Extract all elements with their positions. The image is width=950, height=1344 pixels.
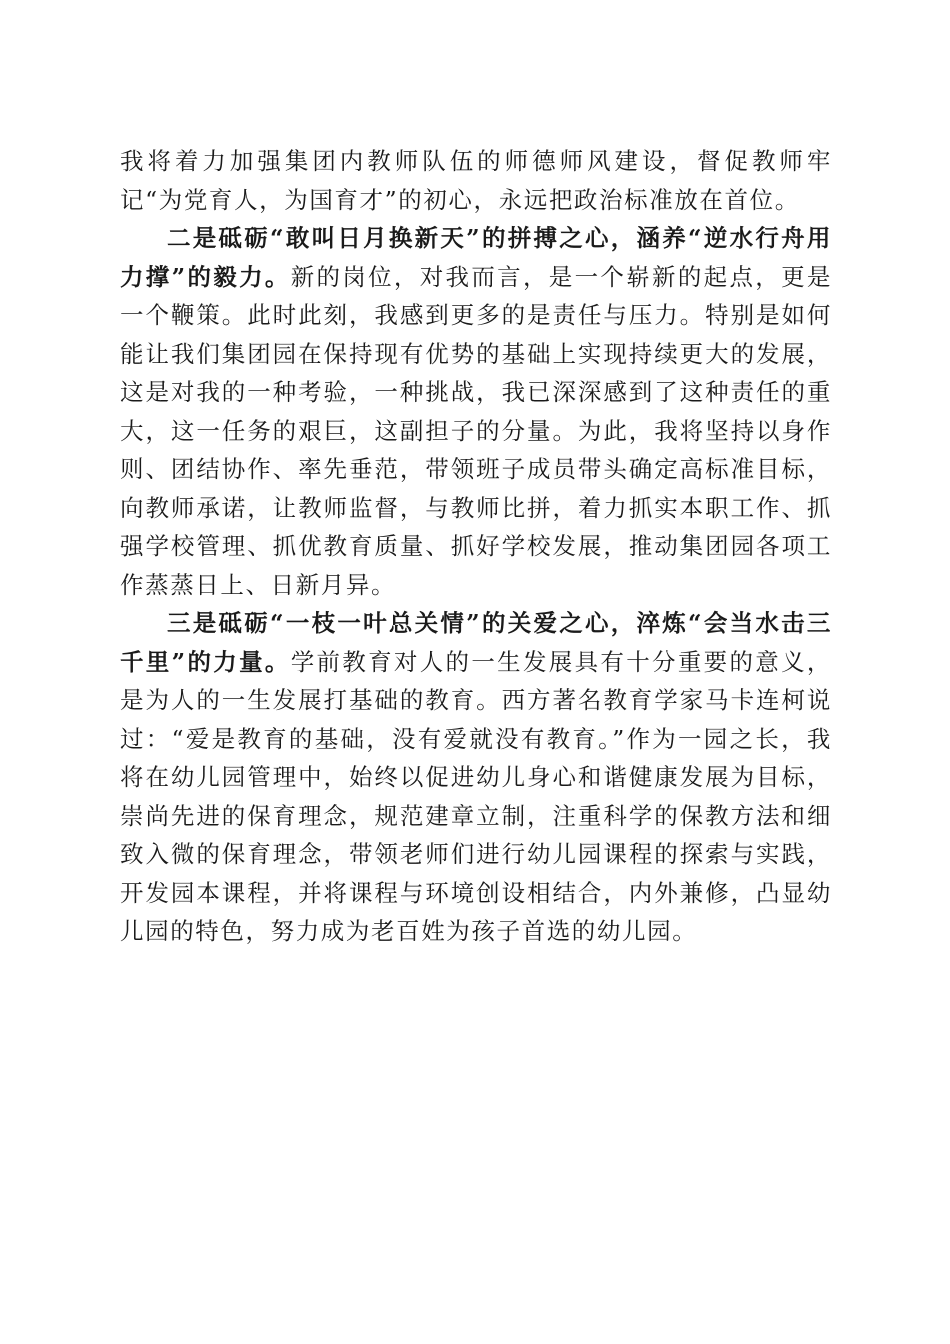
paragraph-lead-heading: 二是砥砺“敢叫日月换新天”的拼搏之心，涵养“逆水行舟用力撑”的毅力。 <box>120 224 832 291</box>
paragraph-second-point <box>120 219 832 604</box>
paragraph-text: 我将着力加强集团内教师队伍的师德师风建设，督促教师牢记“为党育人，为国育才”的初心，永远把政治标准放在首位。 <box>120 147 832 214</box>
paragraph-continuation <box>120 142 832 219</box>
paragraph-third-point <box>120 604 832 951</box>
paragraph-lead-heading: 三是砥砺“一枝一叶总关情”的关爱之心，淬炼“会当水击三千里”的力量。 <box>120 609 832 676</box>
document-body <box>120 142 832 951</box>
paragraph-text: 学前教育对人的一生发展具有十分重要的意义，是为人的一生发展打基础的教育。西方著名教育学家马卡连柯说过：“爱是教育的基础，没有爱就没有教育。”作为一园之长，我将在幼儿园管理中，始终以促进幼儿身心和谐健康发展为目标，崇尚先进的保育理念，规范建章立制，注重科学的保教方法和细致入微的保育理念，带领老师们进行幼儿园课程的探索与实践，开发园本课程，并将课程与环境创设相结合，内外兼修，凸显幼儿园的特色，努力成为老百姓为孩子首选的幼儿园。 <box>120 647 832 945</box>
paragraph-text: 新的岗位，对我而言，是一个崭新的起点，更是一个鞭策。此时此刻，我感到更多的是责任与压力。特别是如何能让我们集团园在保持现有优势的基础上实现持续更大的发展，这是对我的一种考验，一种挑战，我已深深感到了这种责任的重大，这一任务的艰巨，这副担子的分量。为此，我将坚持以身作则、团结协作、率先垂范，带领班子成员带头确定高标准目标，向教师承诺，让教师监督，与教师比拼，着力抓实本职工作、抓强学校管理、抓优教育质量、抓好学校发展，推动集团园各项工作蒸蒸日上、日新月异。 <box>120 262 832 599</box>
